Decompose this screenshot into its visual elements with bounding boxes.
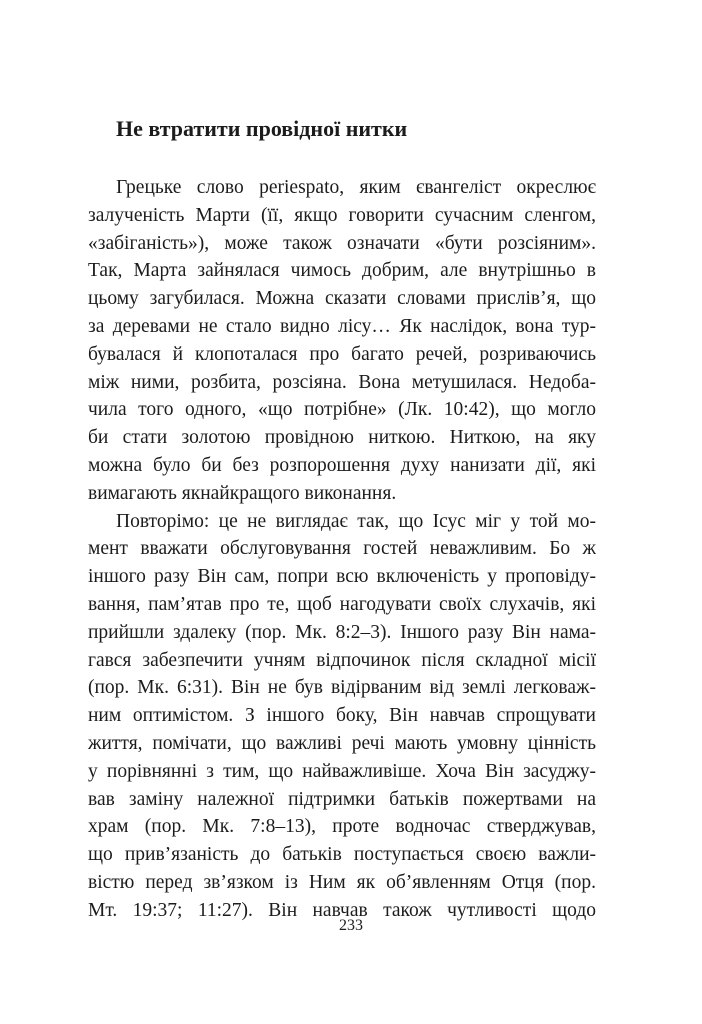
text-line: би стати золотою провідною ниткою. Ниткою, на яку (88, 427, 596, 449)
page-number: 233 (339, 917, 363, 934)
text-line: що прив’язаність до батьків поступається своєю важли- (88, 844, 596, 866)
text-line: між ними, розбита, розсіяна. Вона метушилася. Недоба- (88, 371, 596, 393)
text-line: ним оптимістом. З іншого боку, Він навчав спрощувати (88, 705, 596, 727)
text-line: чила того одного, «що потрібне» (Лк. 10:42), що могло (88, 399, 596, 421)
text-line: Повторімо: це не виглядає так, що Ісус міг у той мо- (116, 510, 596, 532)
text-line: «забіганість»), може також означати «бути розсіяним». (88, 232, 596, 254)
body-text (88, 174, 596, 925)
text-line: вав заміну належної підтримки батьків пожертвами на (88, 788, 596, 810)
text-line: вимагають якнайкращого виконання. (88, 482, 397, 504)
text-line: Грецьке слово periespato, яким євангеліст окреслює (116, 177, 596, 198)
text-line: вання, пам’ятав про те, щоб нагодувати своїх слухачів, які (88, 593, 596, 615)
text-line: вістю перед зв’язком із Ним як об’явленням Отця (пор. (88, 871, 596, 893)
text-line: цьому загубилася. Можна сказати словами прислів’я, що (88, 288, 596, 310)
text-line: іншого разу Він сам, попри всю включеність у проповіду- (88, 566, 596, 588)
paragraph-1 (88, 174, 596, 508)
text-line: храм (пор. Мк. 7:8–13), проте водночас стверджував, (88, 816, 596, 838)
text-line: залученість Марти (її, якщо говорити сучасним сленгом, (88, 204, 596, 226)
text-line: Так, Марта зайнялася чимось добрим, але внутрішньо в (88, 260, 596, 282)
text-line: прийшли здалеку (пор. Мк. 8:2–3). Іншого разу Він нама- (88, 621, 596, 643)
paragraph-2 (88, 508, 596, 925)
text-line: Мт. 19:37; 11:27). Він навчав також чутливості щодо (88, 899, 596, 921)
text-line: мент вважати обслуговування гостей неважливим. Бо ж (88, 538, 596, 560)
section-heading: Не втратити провідної нитки (116, 116, 408, 141)
text-line: за деревами не стало видно лісу… Як наслідок, вона тур- (88, 315, 596, 337)
text-line: гався забезпечити учням відпочинок після складної місії (88, 649, 596, 671)
text-line: життя, помічати, що важливі речі мають умовну цінність (88, 732, 596, 754)
text-line: бувалася й клопоталася про багато речей, розриваючись (88, 343, 596, 365)
text-line: (пор. Мк. 6:31). Він не був відірваним від землі легковаж- (88, 677, 596, 699)
text-line: можна було би без розпорошення духу нанизати дії, які (88, 454, 596, 476)
text-line: у порівнянні з тим, що найважливіше. Хоча Він засуджу- (88, 760, 596, 782)
